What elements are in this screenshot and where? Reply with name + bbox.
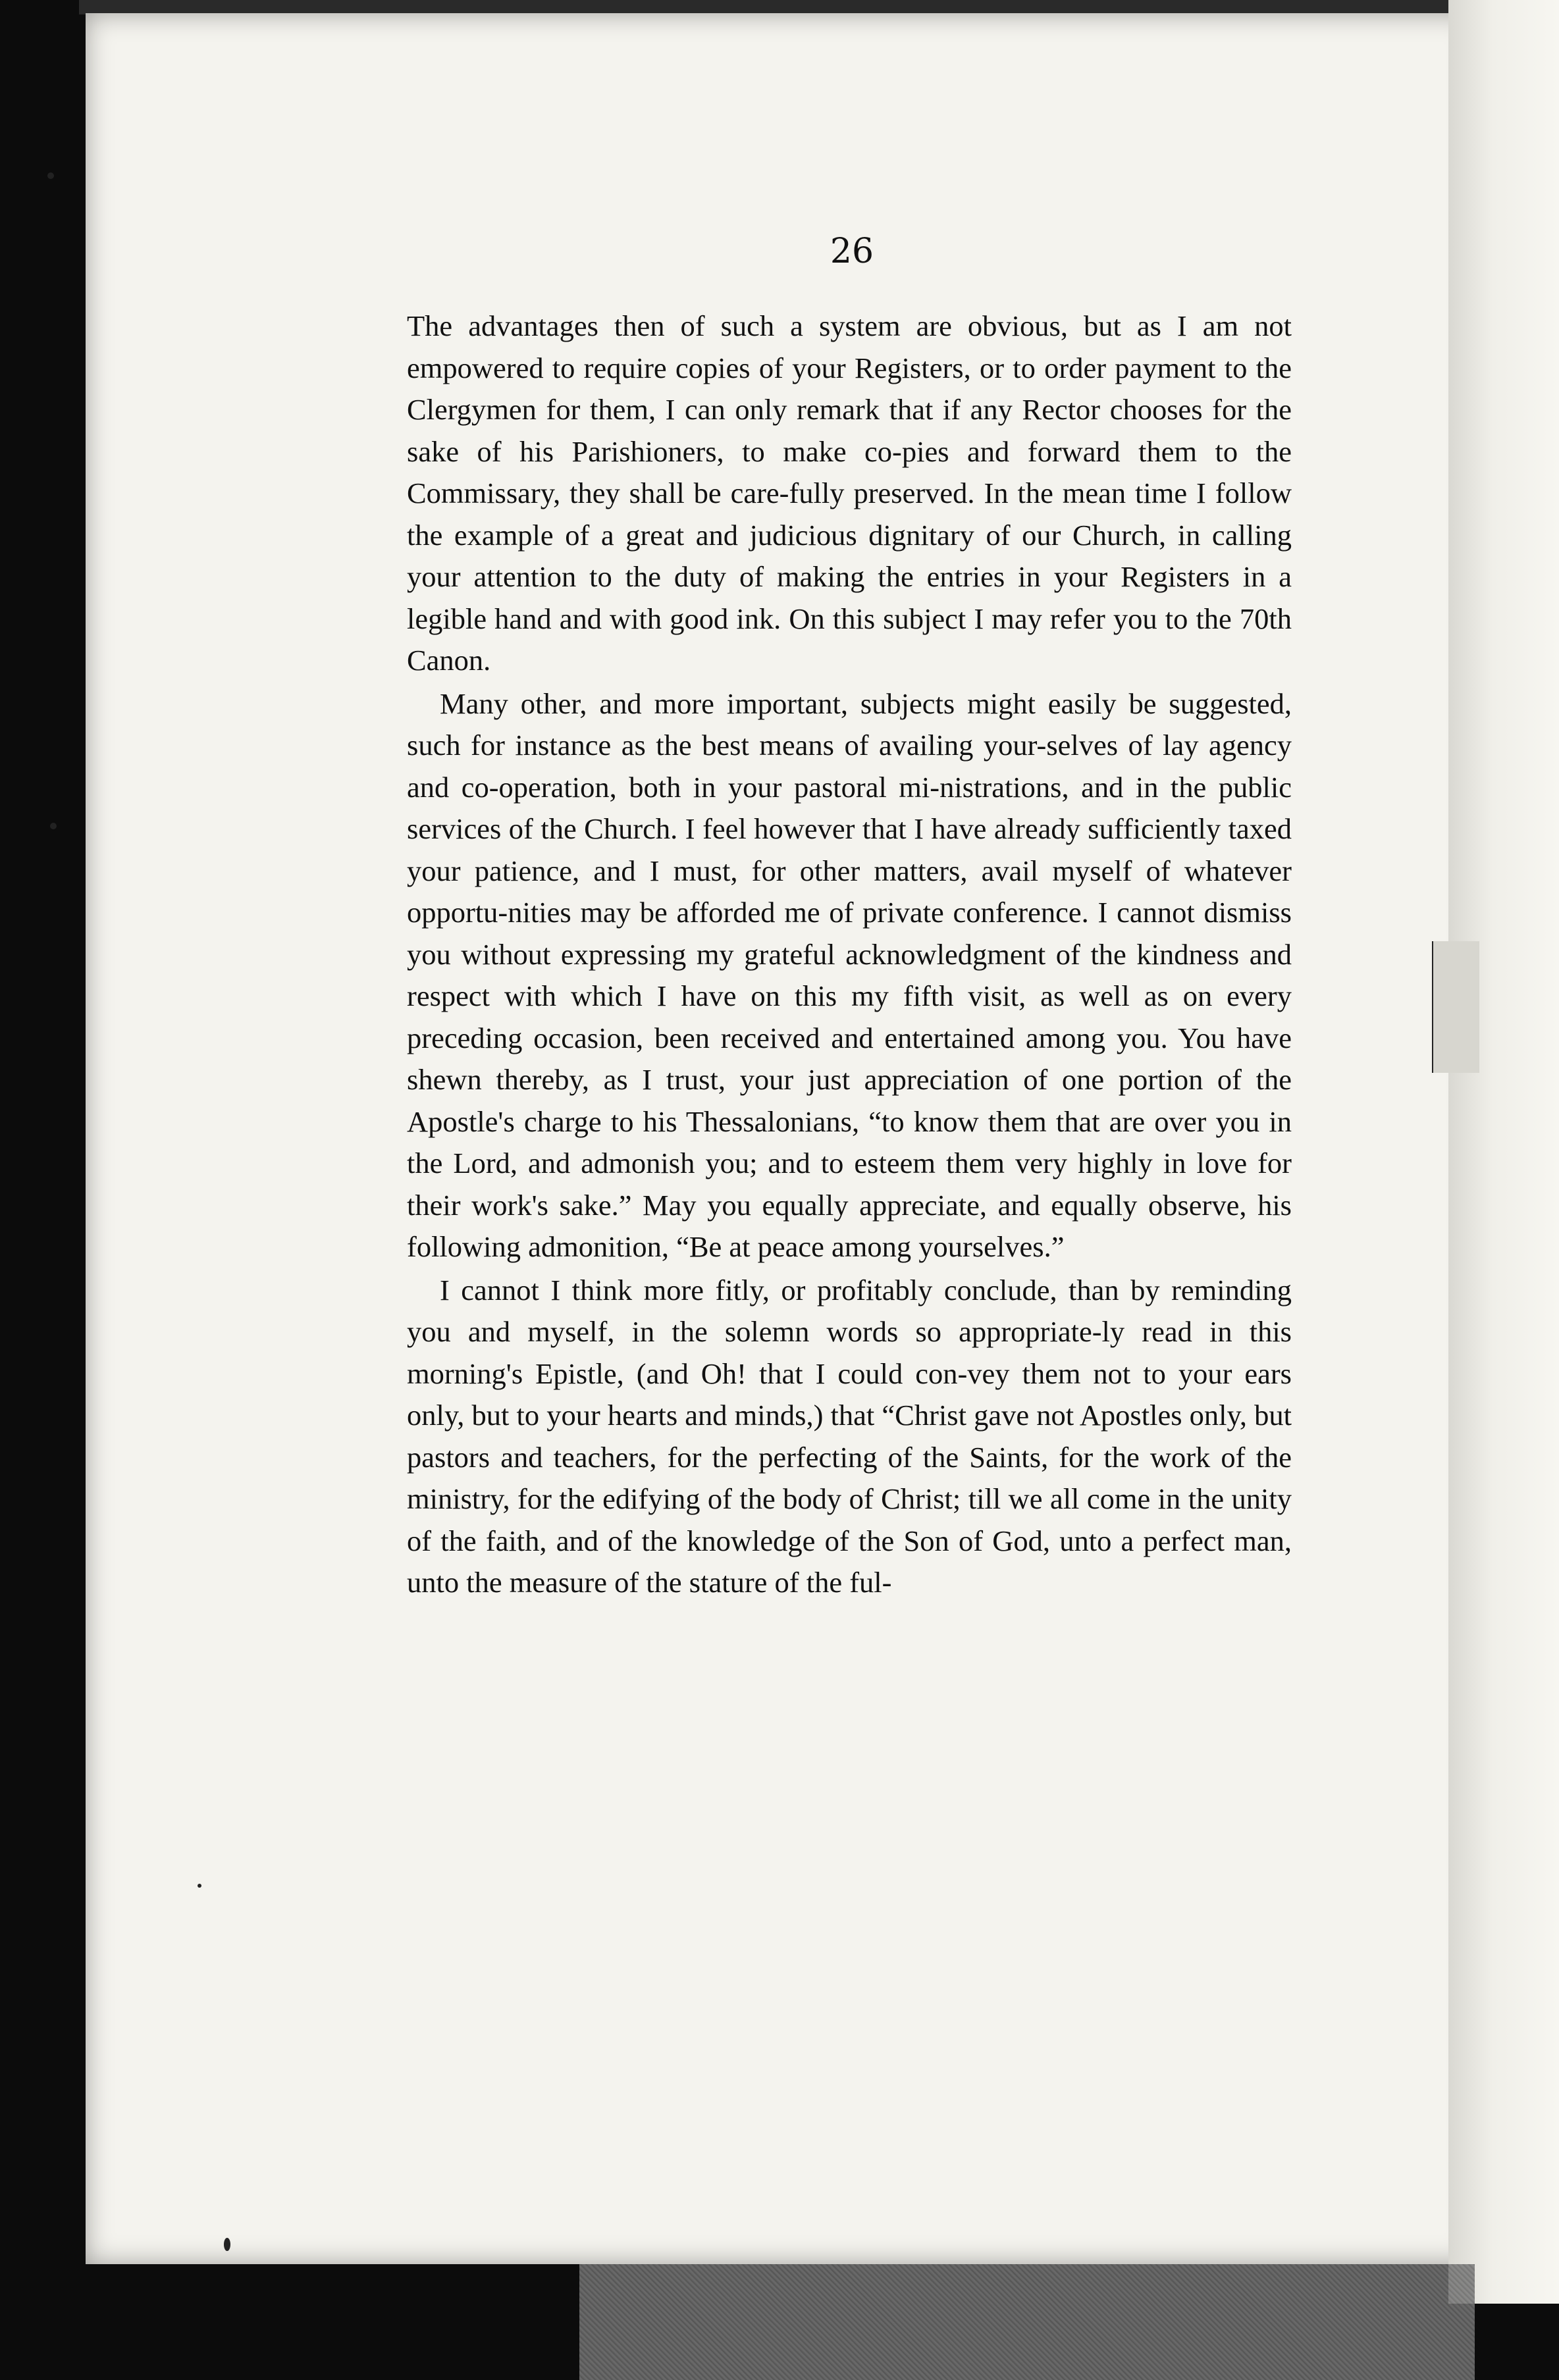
body-text — [407, 305, 1292, 1605]
page-top-edge — [79, 0, 1488, 14]
ink-speck — [198, 1884, 201, 1888]
paragraph: Many other, and more important, subjects might easily be suggested, such for instance as the best means of availing your-selves of lay agency and co-operation, both in your pastoral mi-nistrations, and in the public services of the Church. I feel however that I have already sufficiently taxed your patience, and I must, for other matters, avail myself of whatever opportu-nities may be afforded me of private conference. I cannot dismiss you without expressing my grateful acknowledgment of the kindness and respect with which I have on this my fifth visit, as well as on every preceding occasion, been received and entertained among you. You have shewn thereby, as I trust, your just appreciation of one portion of the Apostle's charge to his Thessalonians, “to know them that are over you in the Lord, and admonish you; and to esteem them very highly in love for their work's sake.” May you equally appreciate, and equally observe, his following admonition, “Be at peace among yourselves.” — [407, 686, 1292, 1263]
ink-speck — [47, 172, 54, 179]
ink-speck — [224, 2238, 230, 2251]
page-number: 26 — [830, 232, 874, 271]
page-tear — [1432, 941, 1479, 1073]
paragraph: I cannot I think more fitly, or profitably conclude, than by reminding you and myself, in the solemn words so appropriate-ly read in this morning's Epistle, (and Oh! that I could con-vey them not to your ears only, but to your hearts and minds,) that “Christ gave not Apostles only, but pastors and teachers, for the perfecting of the Saints, for the work of the ministry, for the edifying of the body of Christ; till we all come in the unity of the faith, and of the knowledge of the Son of God, unto a perfect man, unto the measure of the stature of the ful- — [407, 1273, 1292, 1599]
adjacent-page-edge — [1448, 0, 1559, 2304]
paragraph: The advantages then of such a system are obvious, but as I am not empowered to require copies of your Registers, or to order payment to the Clergymen for them, I can only remark that if any Rector chooses for the sake of his Parishioners, to make co-pies and forward them to the Commissary, they shall be care-fully preserved. In the mean time I follow the example of a great and judicious dignitary of our Church, in calling your attention to the duty of making the entries in your Registers in a legible hand and with good ink. On this subject I may refer you to the 70th Canon. — [407, 309, 1292, 677]
ink-speck — [50, 823, 57, 829]
binding-strip — [579, 2264, 1475, 2380]
